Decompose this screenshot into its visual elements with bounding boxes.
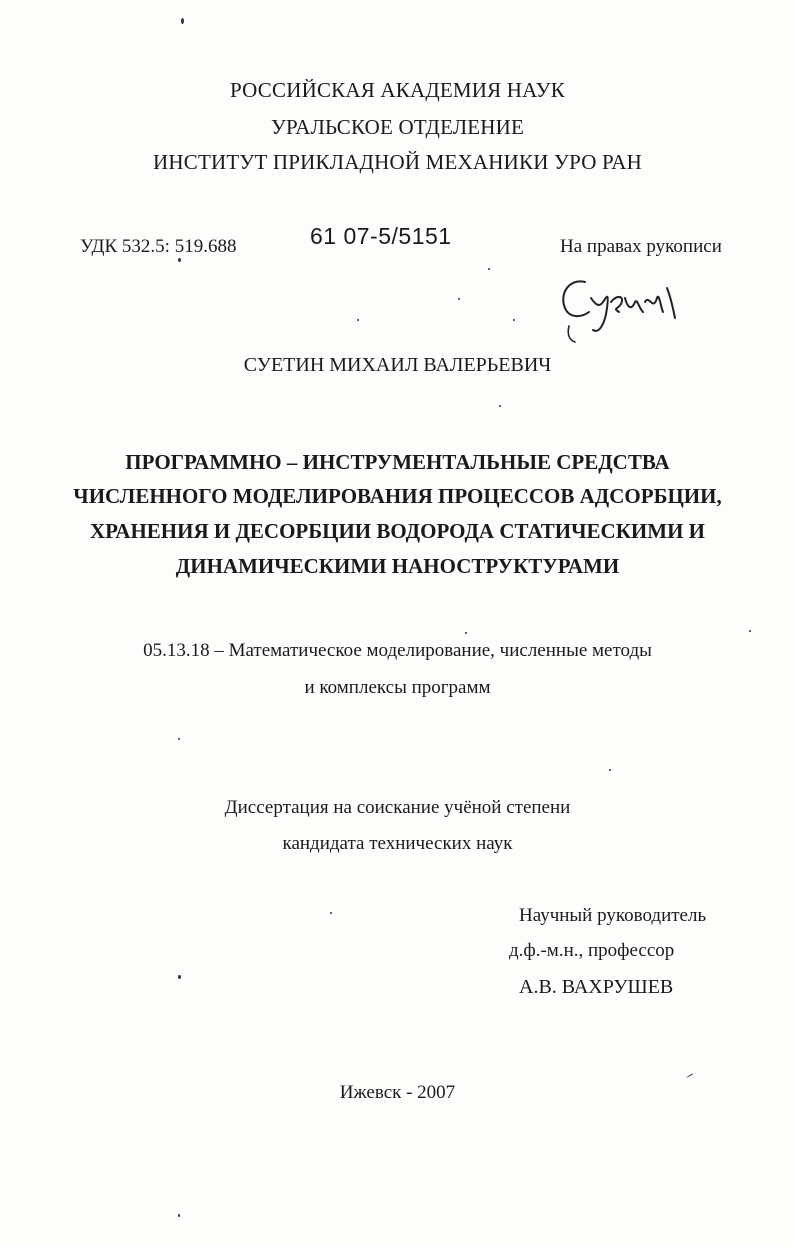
advisor-name: А.В. ВАХРУШЕВ [519,976,674,998]
scan-speck [609,769,611,771]
scan-speck [357,319,359,321]
scan-speck [488,268,490,270]
advisor-rank: д.ф.-м.н., профессор [509,940,675,961]
title-line-1: ПРОГРАММНО – ИНСТРУМЕНТАЛЬНЫЕ СРЕДСТВА [125,450,670,474]
scan-speck [178,975,181,979]
title-line-3: ХРАНЕНИЯ И ДЕСОРБЦИИ ВОДОРОДА СТАТИЧЕСКИМИ И [89,519,705,543]
handwritten-signature [555,268,695,348]
specialty-line-2: и комплексы программ [304,677,491,698]
title-line-4: ДИНАМИЧЕСКИМИ НАНОСТРУКТУРАМИ [175,554,620,578]
scan-speck [181,18,184,24]
scan-speck [513,319,515,321]
degree-line-2: кандидата технических наук [282,833,513,854]
specialty-line-1: 05.13.18 – Математическое моделирование, численные методы [143,640,652,661]
degree-line-1: Диссертация на соискание учёной степени [224,797,571,818]
scan-speck [178,1214,180,1217]
scan-speck [686,1073,693,1078]
library-stamp-number: 61 07-5/5151 [310,223,452,249]
title-line-2: ЧИСЛЕННОГО МОДЕЛИРОВАНИЯ ПРОЦЕССОВ АДСОРБЦИИ, [73,484,722,508]
city-year: Ижевск - 2007 [339,1082,456,1103]
header-branch: УРАЛЬСКОЕ ОТДЕЛЕНИЕ [270,115,525,139]
scan-speck [458,298,460,300]
advisor-label: Научный руководитель [519,905,707,926]
scan-speck [178,258,181,262]
udk-code: УДК 532.5: 519.688 [80,236,237,257]
scan-speck [330,912,332,914]
header-academy: РОССИЙСКАЯ АКАДЕМИЯ НАУК [230,78,565,102]
header-institute: ИНСТИТУТ ПРИКЛАДНОЙ МЕХАНИКИ УРО РАН [153,150,642,174]
scan-speck [178,738,180,740]
author-name: СУЕТИН МИХАИЛ ВАЛЕРЬЕВИЧ [243,354,552,376]
rights-notice: На правах рукописи [560,236,722,257]
scan-speck [749,630,751,632]
scan-speck [465,632,467,634]
scan-speck [499,405,501,407]
